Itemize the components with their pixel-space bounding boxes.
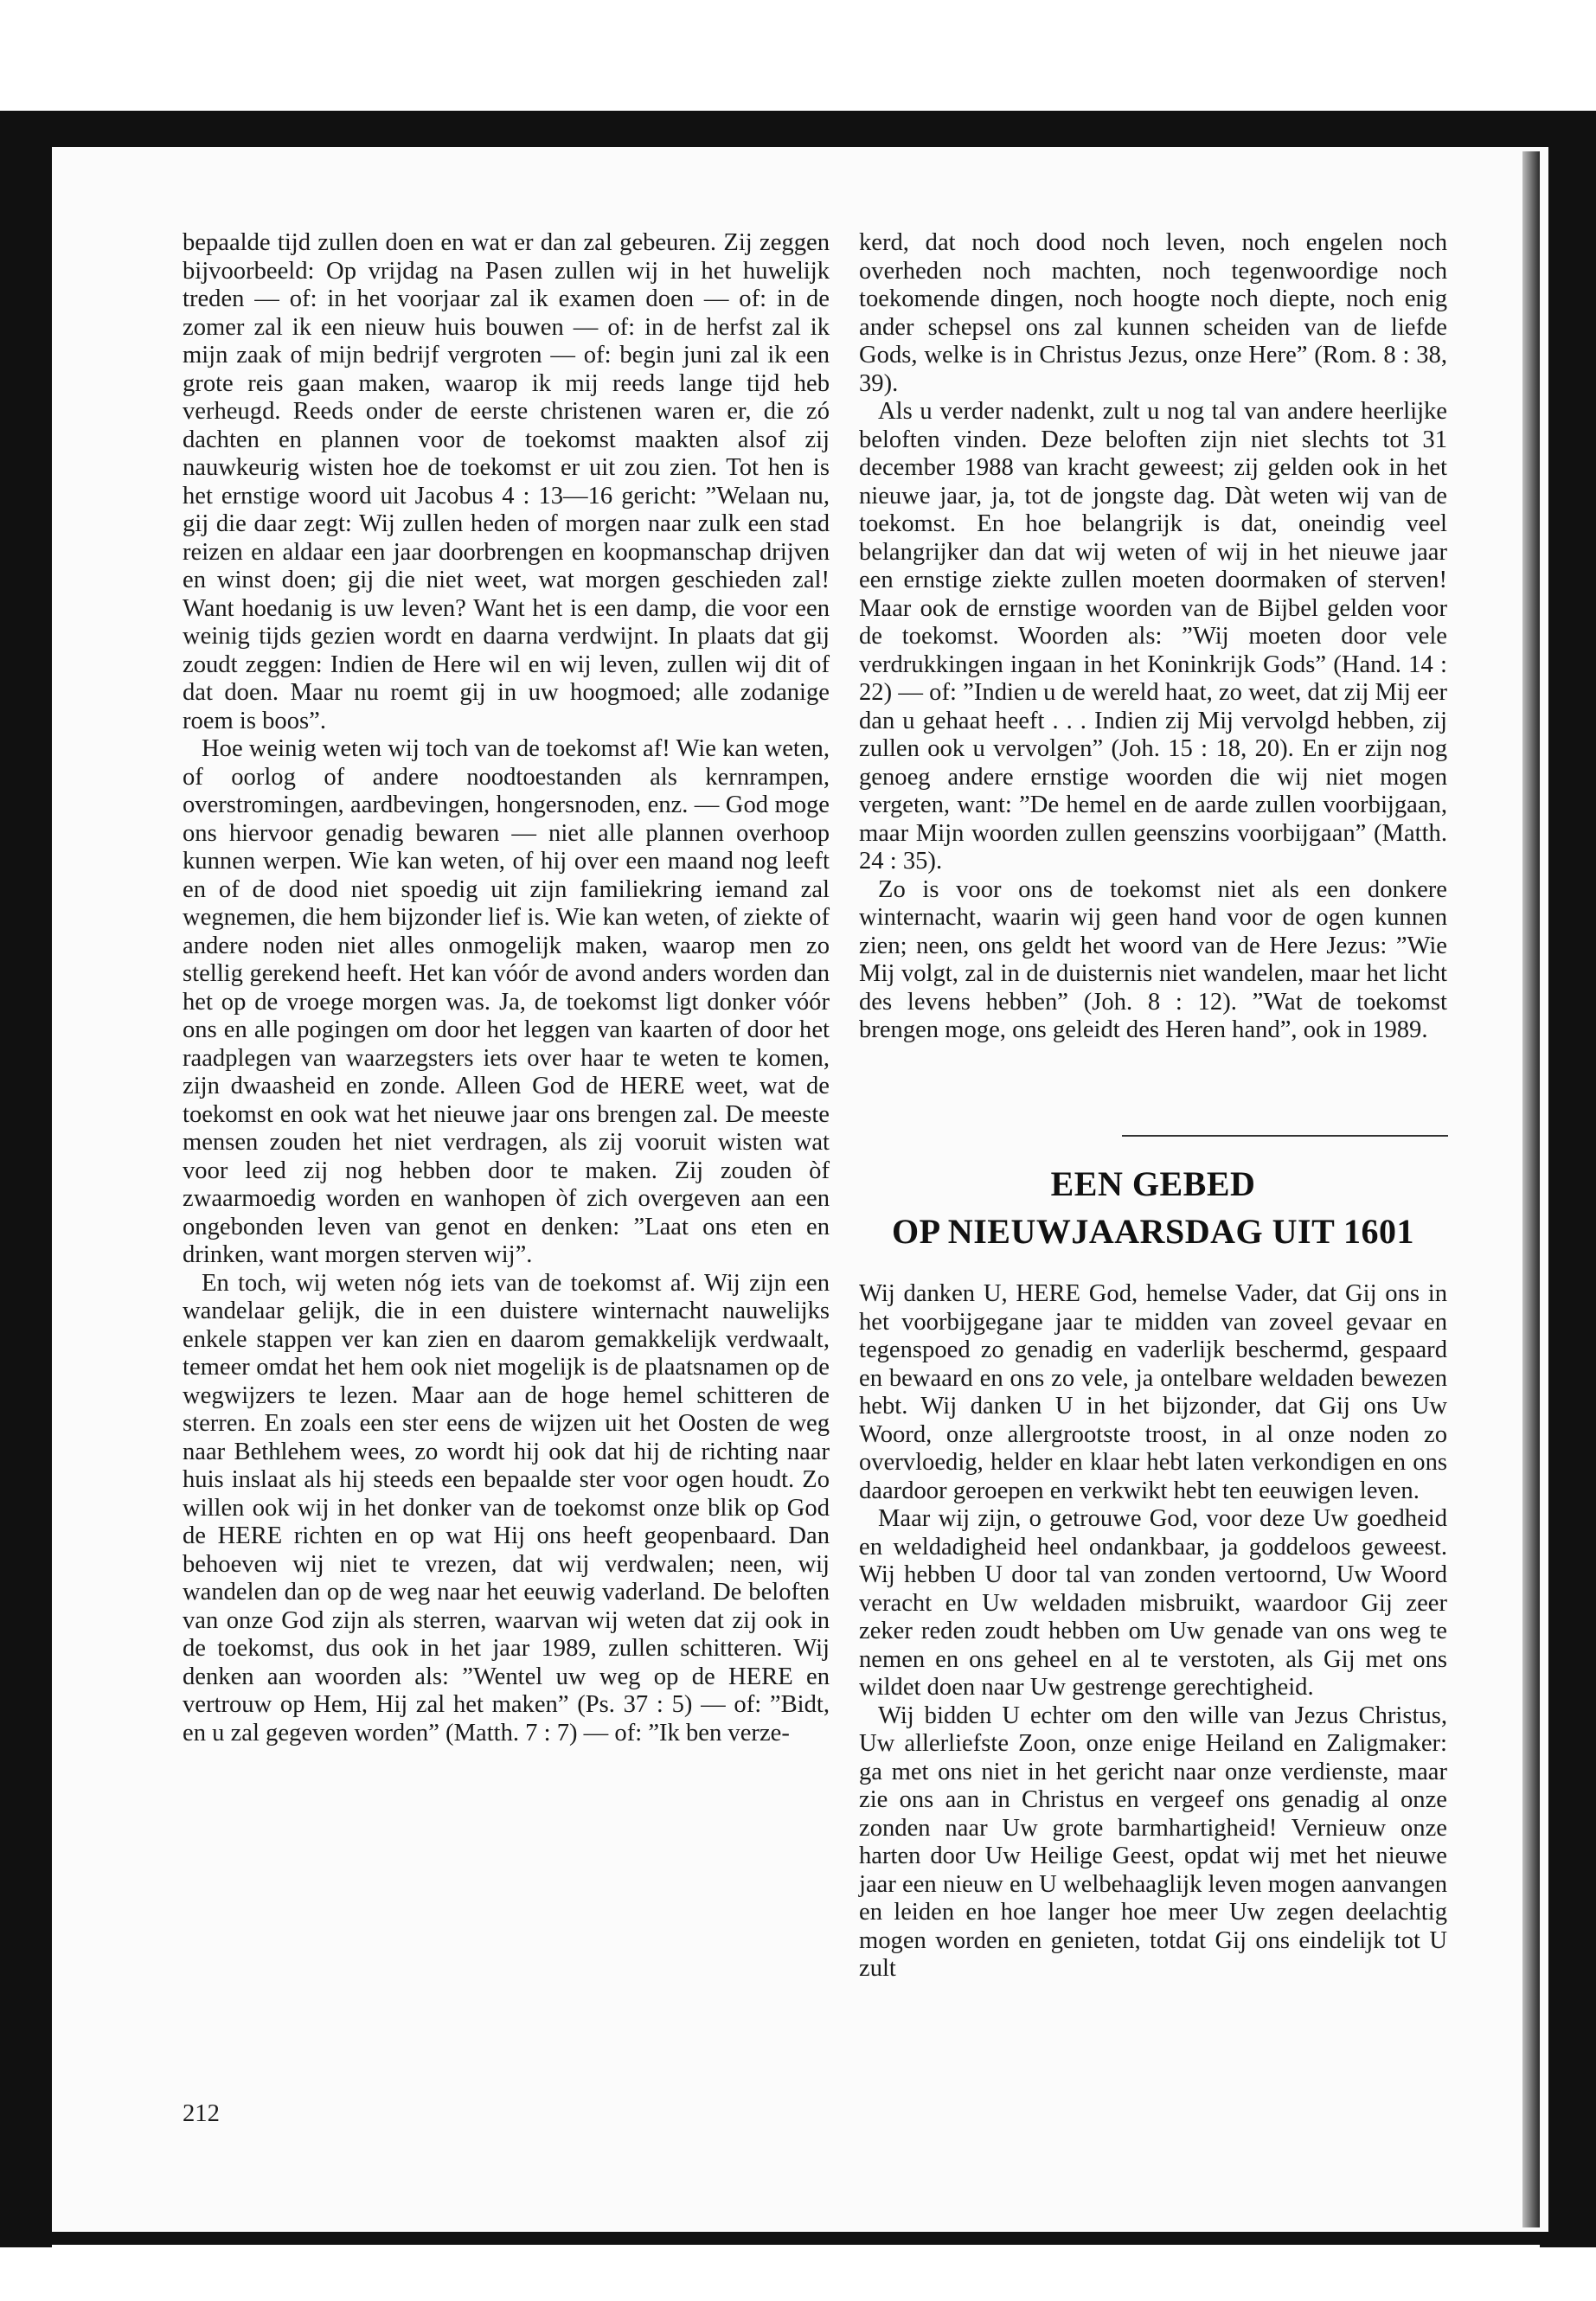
- paragraph: Wij bidden U echter om den wille van Jezus Christus, Uw allerliefste Zoon, onze enige Heiland en Zaligmaker: ga met ons niet in het gericht naar onze verdienste, maar zie ons aan in Christus en vergeef ons genadig al onze zonden naar Uw grote barmhartigheid! Vernieuw onze harten door Uw Heilige Geest, opdat wij met het nieuwe jaar een nieuw en U welbehaaglijk leven mogen aanvangen en leiden en hoe langer hoe meer Uw zegen deelachtig mogen worden en genieten, totdat Gij ons eindelijk tot U zult: [859, 1702, 1447, 1982]
- left-column: [183, 229, 830, 1747]
- right-column-top: [859, 229, 1447, 1045]
- section-heading-line-1: EEN GEBED: [1050, 1164, 1256, 1203]
- paragraph: Maar wij zijn, o getrouwe God, voor deze Uw goedheid en weldadigheid heel ondankbaar, ja goddeloos geweest. Wij hebben U door tal van zonden vertoornd, Uw Woord veracht en Uw weldaden misbruikt, waardoor Gij zeer zeker reden zoudt hebben om Uw genade van ons weg te nemen en ons geheel en al te verstoten, als Gij met ons wildet doen naar Uw gestrenge gerechtigheid.: [859, 1505, 1447, 1701]
- section-heading-line-2: OP NIEUWJAARSDAG UIT 1601: [891, 1212, 1415, 1251]
- paragraph: Als u verder nadenkt, zult u nog tal van andere heerlijke beloften vinden. Deze beloften zijn niet slechts tot 31 december 1988 van kracht geweest; zij gelden ook in het nieuwe jaar, ja, tot de jongste dag. Dàt weten wij van de toekomst. En hoe belangrijk is dat, oneindig veel belangrijker dan dat wij weten of wij in het nieuwe jaar een ernstige ziekte zullen moeten doormaken of sterven! Maar ook de ernstige woorden van de Bijbel gelden voor de toekomst. Woorden als: ”Wij moeten door vele verdrukkingen ingaan in het Koninkrijk Gods” (Hand. 14 : 22) — of: ”Indien u de wereld haat, zo weet, dat zij Mij eer dan u gehaat heeft . . . Indien zij Mij vervolgd hebben, zij zullen ook u vervolgen” (Joh. 15 : 18, 20). En er zijn nog genoeg andere ernstige woorden die wij niet mogen vergeten, want: ”De hemel en de aarde zullen voorbijgaan, maar Mijn woorden zullen geenszins voorbijgaan” (Matth. 24 : 35).: [859, 398, 1447, 875]
- right-column-prayer: [859, 1280, 1447, 1984]
- paragraph: Hoe weinig weten wij toch van de toekomst af! Wie kan weten, of oorlog of andere noodtoestanden als kernrampen, overstromingen, aardbevingen, hongersnoden, enz. — God moge ons hiervoor genadig bewaren — niet alle plannen overhoop kunnen werpen. Wie kan weten, of hij over een maand nog leeft en of de dood niet spoedig uit zijn familiekring iemand zal wegnemen, die hem bijzonder lief is. Wie kan weten, of ziekte of andere noden niet alles onmogelijk maken, waarop men zo stellig gerekend heeft. Het kan vóór de avond anders worden dan het op de vroege morgen was. Ja, de toekomst ligt donker vóór ons en alle pogingen om door het leggen van kaarten of door het raadplegen van waarzegsters iets over haar te weten te komen, zijn dwaasheid en zonde. Alleen God de HERE weet, wat de toekomst en ook wat het nieuwe jaar ons brengen zal. De meeste mensen zouden het niet verdragen, als zij vooruit wisten wat voor leed zij nog hebben door te maken. Zij zouden òf zwaarmoedig worden en wanhopen òf zich overgeven aan een ongebonden leven van genot en denken: ”Laat ons eten en drinken, want morgen sterven wij”.: [183, 735, 830, 1268]
- page-number: 212: [183, 2100, 220, 2127]
- paragraph: bepaalde tijd zullen doen en wat er dan zal gebeuren. Zij zeggen bijvoorbeeld: Op vrijdag na Pasen zullen wij in het huwelijk treden — of: in het voorjaar zal ik examen doen — of: in de zomer zal ik een nieuw huis bouwen — of: in de herfst zal ik mijn zaak of mijn bedrijf vergroten — of: begin juni zal ik een grote reis gaan maken, waarop ik mij reeds lange tijd heb verheugd. Reeds onder de eerste christenen waren er, die zó dachten en plannen voor de toekomst maakten alsof zij nauwkeurig wisten hoe de toekomst er uit zou zien. Tot hen is het ernstige woord uit Jacobus 4 : 13—16 gericht: ”Welaan nu, gij die daar zegt: Wij zullen heden of morgen naar zulk een stad reizen en aldaar een jaar doorbrengen en koopmanschap drijven en winst doen; gij die niet weet, wat morgen geschieden zal! Want hoedanig is uw leven? Want het is een damp, die voor een weinig tijds gezien wordt en daarna verdwijnt. In plaats dat gij zoudt zeggen: Indien de Here wil en wij leven, zullen wij dit of dat doen. Maar nu roemt gij in uw hoogmoed; alle zodanige roem is boos”.: [183, 229, 830, 734]
- paragraph: Wij danken U, HERE God, hemelse Vader, dat Gij ons in het voorbijgegane jaar te midden van zoveel gevaar en tegenspoed zo genadig en vaderlijk beschermd, gespaard en bewaard en ons zo vele, ja ontelbare weldaden bewezen hebt. Wij danken U in het bijzonder, dat Gij ons Uw Woord, onze allergrootste troost, in al onze noden zo overvloedig, helder en klaar hebt laten verkondigen en ons daardoor geroepen en verkwikt hebt ten eeuwigen leven.: [859, 1280, 1447, 1504]
- page-gutter-shadow: [1522, 151, 1540, 2227]
- section-divider: [1122, 1135, 1448, 1137]
- paragraph: Zo is voor ons de toekomst niet als een donkere winternacht, waarin wij geen hand voor de ogen kunnen zien; neen, ons geldt het woord van de Here Jezus: ”Wie Mij volgt, zal in de duisternis niet wandelen, maar het licht des levens hebben” (Joh. 8 : 12). ”Wat de toekomst brengen moge, ons geleidt des Heren hand”, ook in 1989.: [859, 875, 1447, 1043]
- book-edge-left: [0, 111, 52, 2247]
- book-edge-top: [0, 111, 1596, 147]
- paragraph: kerd, dat noch dood noch leven, noch engelen noch overheden noch machten, noch tegenwoordige noch toekomende dingen, noch hoogte noch diepte, noch enig ander schepsel ons zal kunnen scheiden van de liefde Gods, welke is in Christus Jezus, onze Here” (Rom. 8 : 38, 39).: [859, 229, 1447, 397]
- paragraph: En toch, wij weten nóg iets van de toekomst af. Wij zijn een wandelaar gelijk, die in een duistere winternacht nauwelijks enkele stappen ver kan zien en daarom gemakkelijk verdwaalt, temeer omdat het hem ook niet mogelijk is de plaatsnamen op de wegwijzers te lezen. Maar aan de hoge hemel schitteren de sterren. En zoals een ster eens de wijzen uit het Oosten de weg naar Bethlehem wees, zo wordt hij ook dat hij de richting naar huis inslaat als hij steeds een bepaalde ster voor ogen houdt. Zo willen ook wij in het donker van de toekomst onze blik op God de HERE richten en op wat Hij ons heeft geopenbaard. Dan behoeven wij niet te vrezen, dat wij verdwalen; neen, wij wandelen dan op de weg naar het eeuwig vaderland. De beloften van onze God zijn als sterren, waarvan wij weten dat zij ook in de toekomst, dus ook in het jaar 1989, zullen schitteren. Wij denken aan woorden als: ”Wentel uw weg op de HERE en vertrouw op Hem, Hij zal het maken” (Ps. 37 : 5) — of: ”Bidt, en u zal gegeven worden” (Matth. 7 : 7) — of: ”Ik ben verze-: [183, 1269, 830, 1747]
